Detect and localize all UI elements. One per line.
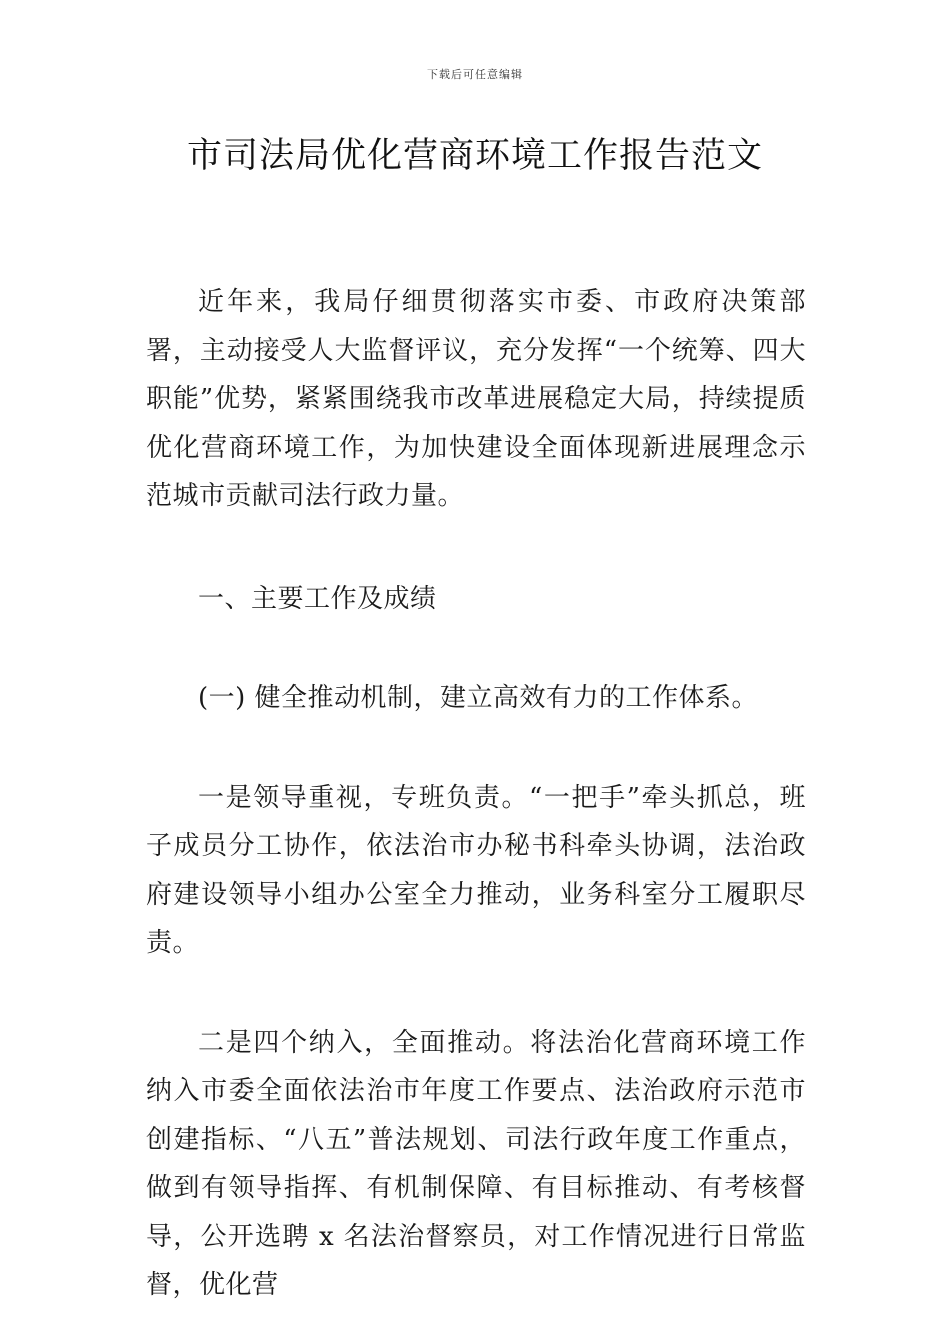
subsection-heading: (一) 健全推动机制，建立高效有力的工作体系。 (198, 683, 759, 713)
section-heading: 一、主要工作及成绩 (198, 583, 437, 614)
paragraph-point-two: 二是四个纳入，全面推动。将法治化营商环境工作纳入市委全面依法治市年度工作要点、法治政府示范市创建指标、“八五”普法规划、司法行政年度工作重点，做到有领导指挥、有机制保障、有目标推动、有考核督导，公开选聘 x 名法治督察员，对工作情况进行日常监督，优化营 (146, 1027, 806, 1300)
paragraph-point-one: 一是领导重视，专班负责。“一把手”牵头抓总，班子成员分工协作，依法治市办秘书科牵头协调，法治政府建设领导小组办公室全力推动，业务科室分工履职尽责。 (146, 782, 806, 958)
document-body (146, 278, 806, 1310)
header-note: 下载后可任意编辑 (427, 68, 523, 81)
page-title: 市司法局优化营商环境工作报告范文 (186, 136, 763, 176)
paragraph-intro: 近年来，我局仔细贯彻落实市委、市政府决策部署，主动接受人大监督评议，充分发挥“一个统筹、四大职能”优势，紧紧围绕我市改革进展稳定大局，持续提质优化营商环境工作，为加快建设全面体现新进展理念示范城市贡献司法行政力量。 (146, 287, 806, 511)
